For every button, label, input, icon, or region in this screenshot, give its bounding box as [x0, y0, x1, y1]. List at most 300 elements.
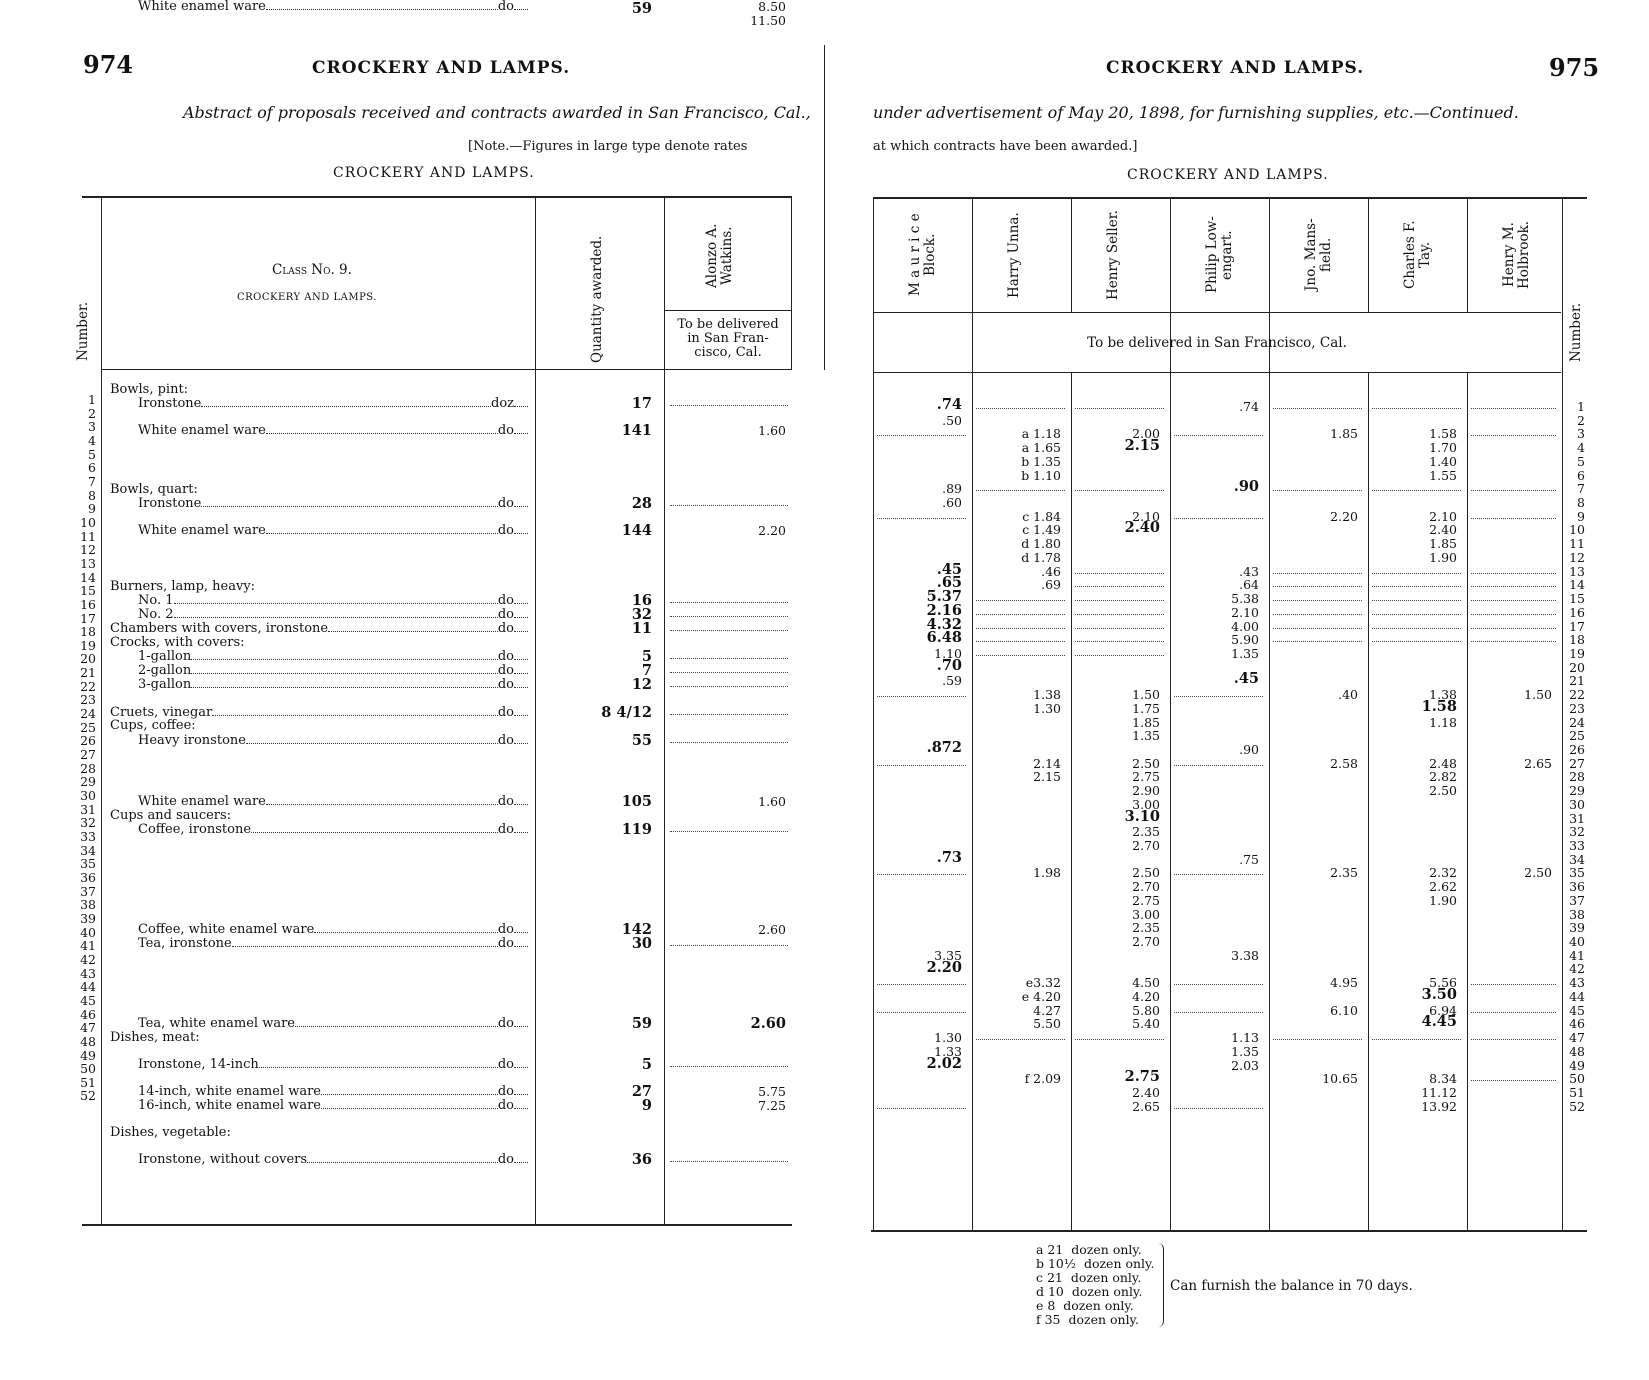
item-row	[138, 1099, 528, 1113]
bid-value: 5.40	[1132, 1016, 1160, 1032]
watkins-bid	[670, 658, 788, 659]
leader-dots	[174, 608, 498, 618]
bid-value: 3.00	[1132, 796, 1160, 812]
bid-value: 1.85	[1429, 536, 1457, 552]
empty-bid-dots	[1471, 586, 1556, 587]
empty-bid-dots	[1471, 490, 1556, 491]
left-table-top	[82, 196, 792, 198]
empty-bid-dots	[1471, 1080, 1556, 1081]
item-row	[138, 1085, 528, 1099]
item-group-label: Bowls, pint:	[110, 382, 189, 397]
bid-value: 2.10	[1429, 508, 1457, 524]
empty-bid-dots	[1273, 490, 1362, 491]
empty-bid-dots	[1174, 1108, 1263, 1109]
left-section: CROCKERY AND LAMPS.	[333, 165, 535, 181]
bid-value: 2.70	[1132, 934, 1160, 950]
leader-dots	[514, 497, 528, 507]
item-unit: do	[497, 593, 514, 608]
item-label: Chambers with covers, ironstone	[110, 621, 329, 636]
bid-value: 2.62	[1429, 879, 1457, 895]
item-label: Tea, white enamel ware	[138, 1016, 295, 1031]
item-row	[138, 664, 528, 678]
quantity-awarded: 7	[641, 662, 652, 679]
bid-value: 2.75	[1132, 892, 1160, 908]
right-running-head: CROCKERY AND LAMPS.	[1106, 58, 1365, 78]
empty-bid-dots	[877, 518, 966, 519]
bid-value: 5.38	[1231, 591, 1259, 607]
leader-dots	[174, 594, 498, 604]
bid-value: .45	[936, 560, 962, 578]
leader-dots	[514, 608, 528, 618]
item-label: Ironstone, without covers	[138, 1152, 308, 1167]
bid-value: 2.90	[1132, 783, 1160, 799]
bid-value: 4.95	[1330, 975, 1358, 991]
leader-dots	[191, 664, 498, 674]
bid-value: 5.37	[926, 588, 962, 606]
bid-value: b 1.10	[1021, 467, 1061, 483]
item-row	[138, 795, 528, 809]
bid-value: .40	[1338, 687, 1358, 703]
watkins-bid	[670, 742, 788, 743]
item-label: Ironstone	[138, 396, 202, 411]
bid-value: 2.35	[1132, 824, 1160, 840]
empty-bid-dots	[976, 490, 1065, 491]
footnote-line: f 35 dozen only.	[1036, 1312, 1139, 1327]
empty-bid-dots	[1471, 628, 1556, 629]
leader-dots	[307, 1153, 498, 1163]
left-col-sep-2	[535, 197, 536, 1224]
watkins-bid: 2.20	[758, 523, 786, 538]
bid-value: 1.70	[1429, 440, 1457, 456]
bid-value: 1.85	[1330, 426, 1358, 442]
leader-dots	[266, 0, 498, 10]
bid-value: 1.13	[1231, 1030, 1259, 1046]
bid-value: 2.35	[1132, 920, 1160, 936]
bid-value: 1.35	[1231, 645, 1259, 661]
empty-bid-dots	[1075, 1039, 1164, 1040]
item-unit: do	[497, 621, 514, 636]
empty-bid-dots	[877, 435, 966, 436]
class-title: Class No. 9.	[272, 262, 352, 278]
bid-value: 2.70	[1132, 838, 1160, 854]
page-divider	[824, 45, 825, 370]
item-label: 1-gallon	[138, 649, 192, 664]
watkins-bid: 5.75	[758, 1084, 786, 1099]
bid-value: 2.70	[1132, 879, 1160, 895]
bid-value: 2.14	[1033, 755, 1061, 771]
empty-bid-dots	[1372, 586, 1461, 587]
empty-bid-dots	[1471, 1039, 1556, 1040]
bidder-header: Philip Low- engart.	[1204, 216, 1235, 294]
leader-dots	[514, 664, 528, 674]
bid-value: 2.65	[1524, 755, 1552, 771]
leader-dots	[201, 497, 498, 507]
bid-value: 1.30	[1033, 700, 1061, 716]
bid-value: 1.40	[1429, 453, 1457, 469]
empty-bid-dots	[877, 1108, 966, 1109]
quantity-awarded: 9	[641, 1097, 652, 1114]
quantity-awarded: 55	[631, 732, 652, 749]
leader-dots	[514, 524, 528, 534]
bid-value: e3.32	[1025, 975, 1061, 991]
empty-bid-dots	[1174, 518, 1263, 519]
item-label: 14-inch, white enamel ware	[138, 1084, 322, 1099]
quantity-awarded: 141	[621, 422, 652, 439]
bid-value: 6.48	[926, 629, 962, 647]
leader-dots	[295, 1017, 498, 1027]
footnotes	[1036, 1243, 1154, 1327]
left-col-number-header: Number.	[75, 301, 91, 361]
leader-dots	[514, 937, 528, 947]
right-col-separator	[1071, 198, 1072, 312]
bid-value: 1.90	[1429, 892, 1457, 908]
item-unit: do	[497, 922, 514, 937]
bid-value: 2.03	[1231, 1057, 1259, 1073]
bid-value: 2.50	[1429, 783, 1457, 799]
right-col-separator	[1368, 198, 1369, 312]
bid-value: 1.30	[934, 1030, 962, 1046]
leader-dots	[514, 1085, 528, 1095]
item-group-label: Dishes, vegetable:	[110, 1125, 231, 1140]
quantity-awarded: 12	[631, 676, 652, 693]
empty-bid-dots	[1075, 600, 1164, 601]
item-row	[138, 0, 528, 14]
bid-value: 4.20	[1132, 988, 1160, 1004]
bid-value: 1.85	[1132, 714, 1160, 730]
empty-bid-dots	[1471, 408, 1556, 409]
leader-dots	[191, 650, 498, 660]
empty-bid-dots	[1273, 600, 1362, 601]
item-unit: do	[497, 1016, 514, 1031]
watkins-bid: 7.25	[758, 1098, 786, 1113]
quantity-header: Quantity awarded.	[589, 235, 605, 364]
bid-value: 1.75	[1132, 700, 1160, 716]
item-label: White enamel ware	[138, 523, 266, 538]
item-unit: do	[497, 822, 514, 837]
item-unit: do	[497, 649, 514, 664]
item-row	[138, 1153, 528, 1167]
item-group-label: Crocks, with covers:	[110, 635, 245, 650]
item-label: Ironstone, 14-inch	[138, 1057, 259, 1072]
footnote-brace-text: Can furnish the balance in 70 days.	[1170, 1278, 1413, 1294]
left-table-bottom	[82, 1224, 792, 1226]
bid-value: .90	[1239, 742, 1259, 757]
bid-value: 1.33	[934, 1043, 962, 1059]
left-page-number: 974	[83, 50, 134, 79]
empty-bid-dots	[1174, 435, 1263, 436]
leader-dots	[514, 594, 528, 604]
item-unit: do	[497, 663, 514, 678]
bidder-header: Henry Seller.	[1105, 210, 1121, 300]
bid-value: d 1.80	[1021, 536, 1061, 552]
leader-dots	[514, 923, 528, 933]
item-row	[138, 937, 528, 951]
right-col-separator	[1071, 373, 1072, 1230]
leader-dots	[514, 397, 528, 407]
item-row	[138, 608, 528, 622]
bid-value: a 1.18	[1021, 426, 1061, 442]
item-unit: do	[497, 523, 514, 538]
bid-value: e 4.20	[1021, 988, 1061, 1004]
leader-dots	[251, 823, 498, 833]
watkins-bid	[670, 1161, 788, 1162]
bid-value: .45	[1233, 670, 1259, 688]
leader-dots	[201, 397, 491, 407]
leader-dots	[514, 795, 528, 805]
leader-dots	[266, 424, 498, 434]
bid-value: 2.10	[1132, 508, 1160, 524]
item-group-label: Dishes, meat:	[110, 1030, 200, 1045]
bid-value: 2.15	[1033, 769, 1061, 785]
right-table-top	[873, 197, 1587, 199]
item-unit: doz	[491, 396, 514, 411]
bidder-header: M a u r i c e Block.	[907, 213, 938, 297]
item-row	[138, 823, 528, 837]
bid-value: .43	[1239, 563, 1259, 579]
bid-value: 2.40	[1429, 522, 1457, 538]
empty-bid-dots	[1075, 490, 1164, 491]
item-row	[138, 397, 528, 411]
item-row	[138, 524, 528, 538]
bid-value: 2.16	[926, 601, 962, 619]
empty-bid-dots	[1075, 628, 1164, 629]
quantity-awarded: 105	[621, 793, 652, 810]
watkins-bid	[670, 945, 788, 946]
footnote-line: d 10 dozen only.	[1036, 1284, 1143, 1299]
item-group-label: Bowls, quart:	[110, 482, 198, 497]
leader-dots	[246, 734, 498, 744]
bidder-header: Henry M. Holbrook.	[1501, 220, 1532, 290]
bid-value: .69	[1041, 577, 1061, 593]
bid-value: 2.20	[1330, 508, 1358, 524]
bid-value: .872	[926, 739, 962, 756]
right-page-number: 975	[1549, 53, 1600, 82]
empty-bid-dots	[1174, 874, 1263, 875]
item-label: No. 1	[138, 593, 174, 608]
empty-bid-dots	[1471, 435, 1556, 436]
leader-dots	[266, 795, 498, 805]
bid-value: 13.92	[1421, 1098, 1457, 1114]
footnote-line: c 21 dozen only.	[1036, 1270, 1142, 1285]
left-abstract: Abstract of proposals received and contracts awarded in San Francisco, Cal.,	[183, 103, 811, 122]
bid-value: 2.02	[926, 1054, 962, 1072]
bid-value: .50	[942, 412, 962, 428]
watkins-bid	[670, 1066, 788, 1067]
leader-dots	[514, 0, 528, 10]
footnote-line: a 21 dozen only.	[1036, 1242, 1142, 1257]
bid-value: 2.75	[1132, 769, 1160, 785]
bid-value: .73	[936, 848, 962, 866]
bid-value: 2.50	[1132, 755, 1160, 771]
right-section: CROCKERY AND LAMPS.	[1127, 167, 1329, 183]
empty-bid-dots	[976, 408, 1065, 409]
item-unit: do	[497, 1152, 514, 1167]
bid-value: 5.80	[1132, 1002, 1160, 1018]
empty-bid-dots	[1372, 641, 1461, 642]
watkins-bid	[670, 630, 788, 631]
item-group-label: Cups, coffee:	[110, 718, 196, 733]
item-unit: do	[497, 1084, 514, 1099]
item-row	[138, 923, 528, 937]
item-label: Coffee, ironstone	[138, 822, 252, 837]
item-row	[138, 424, 528, 438]
watkins-bid	[670, 686, 788, 687]
item-label: White enamel ware	[138, 794, 266, 809]
empty-bid-dots	[1273, 628, 1362, 629]
leader-dots	[232, 937, 498, 947]
item-row	[110, 622, 528, 636]
item-label: No. 2	[138, 607, 174, 622]
leader-dots	[321, 1085, 498, 1095]
bidder-header: Charles F. Tay.	[1402, 220, 1433, 290]
leader-dots	[514, 678, 528, 688]
empty-bid-dots	[1273, 586, 1362, 587]
bid-value: 1.90	[1429, 549, 1457, 565]
left-header-rule	[102, 369, 792, 370]
empty-bid-dots	[1372, 600, 1461, 601]
bid-value: a 1.65	[1021, 440, 1061, 456]
bid-value: 2.75	[1124, 1068, 1160, 1086]
empty-bid-dots	[976, 628, 1065, 629]
item-row	[138, 594, 528, 608]
bid-value: 3.38	[1231, 947, 1259, 963]
item-label: Cruets, vinegar	[110, 705, 213, 720]
empty-bid-dots	[976, 1039, 1065, 1040]
bid-value: .70	[936, 656, 962, 674]
item-unit: do	[497, 1098, 514, 1113]
leader-dots	[514, 1058, 528, 1068]
right-col-separator	[1269, 198, 1270, 1230]
bid-value: 1.35	[1132, 728, 1160, 744]
bid-value: .65	[936, 574, 962, 592]
empty-bid-dots	[1075, 614, 1164, 615]
bid-value: 5.56	[1429, 975, 1457, 991]
right-col-number-header: Number.	[1568, 302, 1584, 363]
leader-dots	[212, 706, 498, 716]
quantity-awarded: 27	[631, 1083, 652, 1100]
item-label: 2-gallon	[138, 663, 192, 678]
right-col-separator	[873, 198, 874, 1230]
bid-value: 3.10	[1124, 807, 1160, 825]
empty-bid-dots	[1075, 573, 1164, 574]
bid-value: 4.45	[1421, 1013, 1457, 1031]
right-note-continued: at which contracts have been awarded.]	[873, 139, 1138, 154]
leader-dots	[191, 678, 498, 688]
quantity-awarded: 5	[641, 648, 652, 665]
item-row	[138, 678, 528, 692]
left-col-sep-1	[101, 197, 102, 1224]
right-row-numbers: 1 2 3 4 5 6 7 8 9 10 11 12 13 14 15 16 17 18 19 20 21 22 23 24 25 26 27 28 29 30 31 32 33 34 35 36 37 38 39 40 41 42 43 44 45 46 47 48 49 50 51 52	[1569, 399, 1585, 1114]
bid-value: 1.58	[1421, 697, 1457, 715]
bid-value: 2.00	[1132, 426, 1160, 442]
bid-value: 3.35	[934, 947, 962, 963]
empty-bid-dots	[976, 655, 1065, 656]
bid-value: c 1.84	[1022, 508, 1061, 524]
bid-value: 4.32	[926, 615, 962, 633]
bid-value: 3.50	[1421, 985, 1457, 1003]
item-unit: do	[497, 607, 514, 622]
left-note: [Note.—Figures in large type denote rates	[468, 139, 748, 154]
item-label: Ironstone	[138, 496, 202, 511]
bid-value: 1.10	[934, 645, 962, 661]
leader-dots	[514, 622, 528, 632]
quantity-awarded: 32	[631, 606, 652, 623]
watkins-bid: 2.60	[758, 922, 786, 937]
empty-bid-dots	[877, 696, 966, 697]
right-header-rule	[873, 372, 1561, 373]
bid-value: 2.20	[926, 958, 962, 976]
empty-bid-dots	[1075, 408, 1164, 409]
item-label: Coffee, white enamel ware	[138, 922, 315, 937]
bid-value: 3.00	[1132, 906, 1160, 922]
watkins-bid	[670, 831, 788, 832]
item-unit: do	[497, 1057, 514, 1072]
empty-bid-dots	[976, 614, 1065, 615]
left-bidder-rule	[665, 310, 791, 311]
bid-value: 1.38	[1033, 687, 1061, 703]
leader-dots	[328, 622, 498, 632]
empty-bid-dots	[1471, 984, 1556, 985]
quantity-awarded: 119	[621, 821, 652, 838]
bid-value: .60	[942, 495, 962, 511]
leader-dots	[514, 1017, 528, 1027]
empty-bid-dots	[877, 765, 966, 766]
bid-value: 2.50	[1524, 865, 1552, 881]
item-label: 16-inch, white enamel ware	[138, 1098, 322, 1113]
bid-value: 6.10	[1330, 1002, 1358, 1018]
empty-bid-dots	[877, 1012, 966, 1013]
bidder-header: Harry Unna.	[1006, 212, 1022, 298]
bid-value: 4.00	[1231, 618, 1259, 634]
leader-dots	[514, 823, 528, 833]
bid-value: 2.50	[1132, 865, 1160, 881]
right-col-separator	[1467, 373, 1468, 1230]
bid-value: 2.48	[1429, 755, 1457, 771]
leader-dots	[514, 734, 528, 744]
item-unit: do	[497, 794, 514, 809]
quantity-awarded: 16	[631, 592, 652, 609]
bid-value: .64	[1239, 577, 1259, 593]
bid-value: 5.90	[1231, 632, 1259, 648]
bid-value: 2.35	[1330, 865, 1358, 881]
watkins-bid: 1.60	[758, 423, 786, 438]
watkins-bid	[670, 405, 788, 406]
right-delivery: To be delivered in San Francisco, Cal.	[1087, 335, 1347, 351]
bid-value: 1.50	[1132, 687, 1160, 703]
item-row	[138, 1058, 528, 1072]
right-col-separator	[1562, 198, 1563, 1230]
empty-bid-dots	[1372, 490, 1461, 491]
watkins-bid	[670, 714, 788, 715]
bid-value: 1.98	[1033, 865, 1061, 881]
bid-value: .89	[942, 481, 962, 497]
leader-dots	[514, 1099, 528, 1109]
item-unit: do	[497, 936, 514, 951]
empty-bid-dots	[1372, 614, 1461, 615]
bid-value: b 1.35	[1021, 453, 1061, 469]
left-col-sep-4	[791, 197, 792, 369]
empty-bid-dots	[1273, 641, 1362, 642]
empty-bid-dots	[1471, 614, 1556, 615]
empty-bid-dots	[1471, 1012, 1556, 1013]
empty-bid-dots	[1372, 1039, 1461, 1040]
bid-value: d 1.78	[1021, 549, 1061, 565]
watkins-bid	[670, 602, 788, 603]
watkins-bid	[670, 672, 788, 673]
bid-value: 1.38	[1429, 687, 1457, 703]
bid-value: 2.40	[1132, 1085, 1160, 1100]
empty-bid-dots	[976, 641, 1065, 642]
